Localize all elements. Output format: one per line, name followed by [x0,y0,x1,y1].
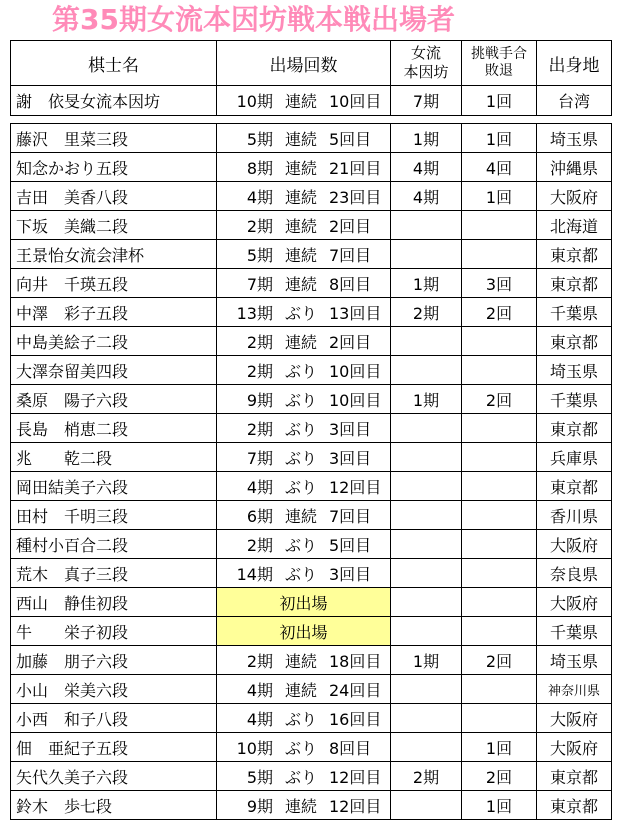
appearance-cell [217,269,391,298]
table-row [11,472,612,501]
appearance-count: 5期 [246,767,273,787]
header-table [10,40,612,86]
titles-count: 2期 [391,298,462,327]
appearance-ordinal: 2回目 [329,216,372,236]
appearance-kind: 連続 [284,506,317,526]
page-title: 第35期女流本因坊戦本戦出場者 [52,3,455,36]
challenger-count: 1回 [462,124,537,153]
appearance-kind: ぶり [284,448,317,468]
titles-count [391,414,462,443]
player-name: 藤沢 里菜三段 [11,124,217,153]
challenger-count: 1回 [462,182,537,211]
header-challenger-line1: 挑戦手合 [471,46,527,62]
header-challenger-line2: 敗退 [485,63,513,79]
player-name: 知念かおり五段 [11,153,217,182]
first-appearance-cell: 初出場 [217,588,391,617]
appearance-cell [217,443,391,472]
appearance-cell [217,530,391,559]
challenger-count [462,240,537,269]
appearance-ordinal: 12回目 [329,767,382,787]
appearance-count: 14期 [236,564,273,584]
table-row [11,646,612,675]
titles-count [391,211,462,240]
appearance-count: 2期 [246,535,273,555]
appearance-count: 7期 [246,274,273,294]
appearance-ordinal: 7回目 [329,506,372,526]
origin: 東京都 [537,472,612,501]
appearance-kind: 連続 [284,129,317,149]
appearance-count: 2期 [246,361,273,381]
appearance-cell [217,733,391,762]
player-name: 中澤 彩子五段 [11,298,217,327]
table-row [11,675,612,704]
appearance-count: 9期 [246,796,273,816]
player-name: 矢代久美子六段 [11,762,217,791]
challenger-count [462,211,537,240]
appearance-cell [217,86,391,116]
appearance-count: 2期 [246,216,273,236]
table-row [11,791,612,820]
table-row [11,385,612,414]
appearance-kind: 連続 [284,92,317,111]
player-name: 牛 栄子初段 [11,617,217,646]
appearance-cell [217,646,391,675]
player-name: 種村小百合二段 [11,530,217,559]
appearance-cell [217,414,391,443]
titles-count: 1期 [391,269,462,298]
header-row [11,41,612,86]
challenger-count [462,588,537,617]
player-name: 長島 梢恵二段 [11,414,217,443]
appearance-kind: ぶり [284,535,317,555]
appearance-cell [217,675,391,704]
origin: 香川県 [537,501,612,530]
appearance-kind: 連続 [284,680,317,700]
table-row [11,588,612,617]
appearance-ordinal: 5回目 [329,535,372,555]
player-name: 大澤奈留美四段 [11,356,217,385]
table-row [11,530,612,559]
appearance-kind: ぶり [284,477,317,497]
appearance-cell [217,182,391,211]
challenger-count: 1回 [462,791,537,820]
player-name: 小西 和子八段 [11,704,217,733]
champion-table [10,86,612,116]
appearance-cell [217,791,391,820]
table-row [11,443,612,472]
titles-count [391,356,462,385]
origin: 千葉県 [537,385,612,414]
challenger-count: 3回 [462,269,537,298]
titles-count [391,704,462,733]
appearance-count: 4期 [246,680,273,700]
player-name: 岡田結美子六段 [11,472,217,501]
titles-count [391,472,462,501]
appearance-count: 8期 [246,158,273,178]
appearance-count: 7期 [246,448,273,468]
challenger-count [462,675,537,704]
appearance-kind: 連続 [284,187,317,207]
origin: 大阪府 [537,530,612,559]
origin: 埼玉県 [537,124,612,153]
origin: 奈良県 [537,559,612,588]
player-name: 向井 千瑛五段 [11,269,217,298]
appearance-ordinal: 8回目 [329,274,372,294]
origin: 埼玉県 [537,646,612,675]
challenger-count: 1回 [462,86,537,116]
table-row [11,153,612,182]
challenger-count [462,356,537,385]
appearance-kind: ぶり [284,767,317,787]
challenger-count: 2回 [462,646,537,675]
appearance-kind: 連続 [284,332,317,352]
challenger-count: 1回 [462,733,537,762]
appearance-kind: ぶり [284,390,317,410]
appearance-cell [217,298,391,327]
origin: 東京都 [537,791,612,820]
titles-count [391,588,462,617]
challenger-count [462,617,537,646]
origin: 沖縄県 [537,153,612,182]
titles-count [391,675,462,704]
table-row [11,617,612,646]
players-table-body [11,124,612,820]
origin: 東京都 [537,762,612,791]
appearance-cell [217,704,391,733]
origin: 北海道 [537,211,612,240]
appearance-ordinal: 10回目 [329,390,382,410]
challenger-count [462,327,537,356]
player-name: 荒木 真子三段 [11,559,217,588]
table-row [11,211,612,240]
origin: 神奈川県 [537,675,612,704]
appearance-kind: ぶり [284,361,317,381]
titles-count: 1期 [391,385,462,414]
player-name: 吉田 美香八段 [11,182,217,211]
titles-count [391,530,462,559]
titles-count: 2期 [391,762,462,791]
player-name: 加藤 朋子六段 [11,646,217,675]
challenger-count: 2回 [462,298,537,327]
table-row [11,240,612,269]
origin: 東京都 [537,414,612,443]
origin: 大阪府 [537,182,612,211]
challenger-count [462,414,537,443]
origin: 兵庫県 [537,443,612,472]
appearance-kind: ぶり [284,303,317,323]
table-row [11,501,612,530]
titles-count: 4期 [391,153,462,182]
appearance-count: 4期 [246,187,273,207]
table-row [11,269,612,298]
appearance-kind: ぶり [284,419,317,439]
header-titles [391,41,462,86]
appearance-kind: ぶり [284,564,317,584]
header-titles-line1: 女流 [410,44,441,62]
origin: 大阪府 [537,704,612,733]
header-appearances: 出場回数 [217,41,391,86]
appearance-ordinal: 12回目 [329,477,382,497]
player-name: 兆 乾二段 [11,443,217,472]
appearance-ordinal: 24回目 [329,680,382,700]
appearance-kind: ぶり [284,738,317,758]
players-table [10,123,612,820]
appearance-cell [217,559,391,588]
table-row [11,124,612,153]
appearance-cell [217,153,391,182]
appearance-count: 4期 [246,709,273,729]
player-name: 王景怡女流会津杯 [11,240,217,269]
titles-count [391,733,462,762]
challenger-count [462,443,537,472]
first-appearance-cell: 初出場 [217,617,391,646]
player-name: 桑原 陽子六段 [11,385,217,414]
titles-count [391,443,462,472]
titles-count [391,617,462,646]
appearance-ordinal: 8回目 [329,738,372,758]
appearance-count: 2期 [246,419,273,439]
challenger-count: 2回 [462,385,537,414]
table-row [11,182,612,211]
champion-row [11,86,612,116]
appearance-count: 5期 [246,245,273,265]
challenger-count [462,501,537,530]
appearance-ordinal: 16回目 [329,709,382,729]
table-row [11,327,612,356]
appearance-ordinal: 3回目 [329,448,372,468]
challenger-count: 2回 [462,762,537,791]
appearance-ordinal: 3回目 [329,419,372,439]
appearance-count: 2期 [246,651,273,671]
appearance-count: 2期 [246,332,273,352]
appearance-cell [217,501,391,530]
table-row [11,762,612,791]
origin: 東京都 [537,269,612,298]
appearance-cell [217,385,391,414]
appearance-ordinal: 18回目 [329,651,382,671]
appearance-ordinal: 7回目 [329,245,372,265]
appearance-cell [217,211,391,240]
header-origin: 出身地 [537,41,612,86]
titles-count [391,327,462,356]
appearance-ordinal: 10回目 [329,92,382,111]
player-name: 鈴木 歩七段 [11,791,217,820]
origin: 東京都 [537,327,612,356]
appearance-kind: 連続 [284,158,317,178]
appearance-ordinal: 3回目 [329,564,372,584]
appearance-kind: 連続 [284,245,317,265]
appearance-kind: 連続 [284,216,317,236]
titles-count [391,501,462,530]
titles-count: 4期 [391,182,462,211]
origin: 東京都 [537,240,612,269]
origin: 大阪府 [537,733,612,762]
table-row [11,559,612,588]
player-name: 小山 栄美六段 [11,675,217,704]
titles-count: 1期 [391,124,462,153]
player-name: 田村 千明三段 [11,501,217,530]
appearance-cell [217,240,391,269]
appearance-ordinal: 13回目 [329,303,382,323]
appearance-count: 10期 [236,92,273,111]
appearance-count: 10期 [236,738,273,758]
appearance-cell [217,356,391,385]
challenger-count [462,530,537,559]
player-name: 謝 依旻女流本因坊 [11,86,217,116]
player-name: 西山 静佳初段 [11,588,217,617]
appearance-kind: 連続 [284,651,317,671]
appearance-count: 9期 [246,390,273,410]
appearance-ordinal: 23回目 [329,187,382,207]
appearance-cell [217,762,391,791]
appearance-cell [217,327,391,356]
titles-count: 7期 [391,86,462,116]
appearance-count: 13期 [236,303,273,323]
origin: 台湾 [537,86,612,116]
appearance-kind: ぶり [284,709,317,729]
player-name: 佃 亜紀子五段 [11,733,217,762]
titles-count: 1期 [391,646,462,675]
appearance-ordinal: 5回目 [329,129,372,149]
table-row [11,356,612,385]
table-row [11,704,612,733]
titles-count [391,559,462,588]
challenger-count: 4回 [462,153,537,182]
table-row [11,298,612,327]
challenger-count [462,704,537,733]
table-row [11,414,612,443]
appearance-count: 4期 [246,477,273,497]
appearance-ordinal: 21回目 [329,158,382,178]
table-row [11,733,612,762]
header-titles-line2: 本因坊 [403,63,449,81]
challenger-count [462,559,537,588]
appearance-count: 6期 [246,506,273,526]
titles-count [391,240,462,269]
player-name: 下坂 美織二段 [11,211,217,240]
origin: 千葉県 [537,617,612,646]
origin: 埼玉県 [537,356,612,385]
origin: 千葉県 [537,298,612,327]
origin: 大阪府 [537,588,612,617]
titles-count [391,791,462,820]
appearance-kind: 連続 [284,274,317,294]
challenger-count [462,472,537,501]
appearance-count: 5期 [246,129,273,149]
appearance-kind: 連続 [284,796,317,816]
appearance-ordinal: 10回目 [329,361,382,381]
appearance-cell [217,472,391,501]
appearance-ordinal: 12回目 [329,796,382,816]
appearance-cell [217,124,391,153]
header-name: 棋士名 [11,41,217,86]
player-name: 中島美絵子二段 [11,327,217,356]
header-challenger [462,41,537,86]
appearance-ordinal: 2回目 [329,332,372,352]
